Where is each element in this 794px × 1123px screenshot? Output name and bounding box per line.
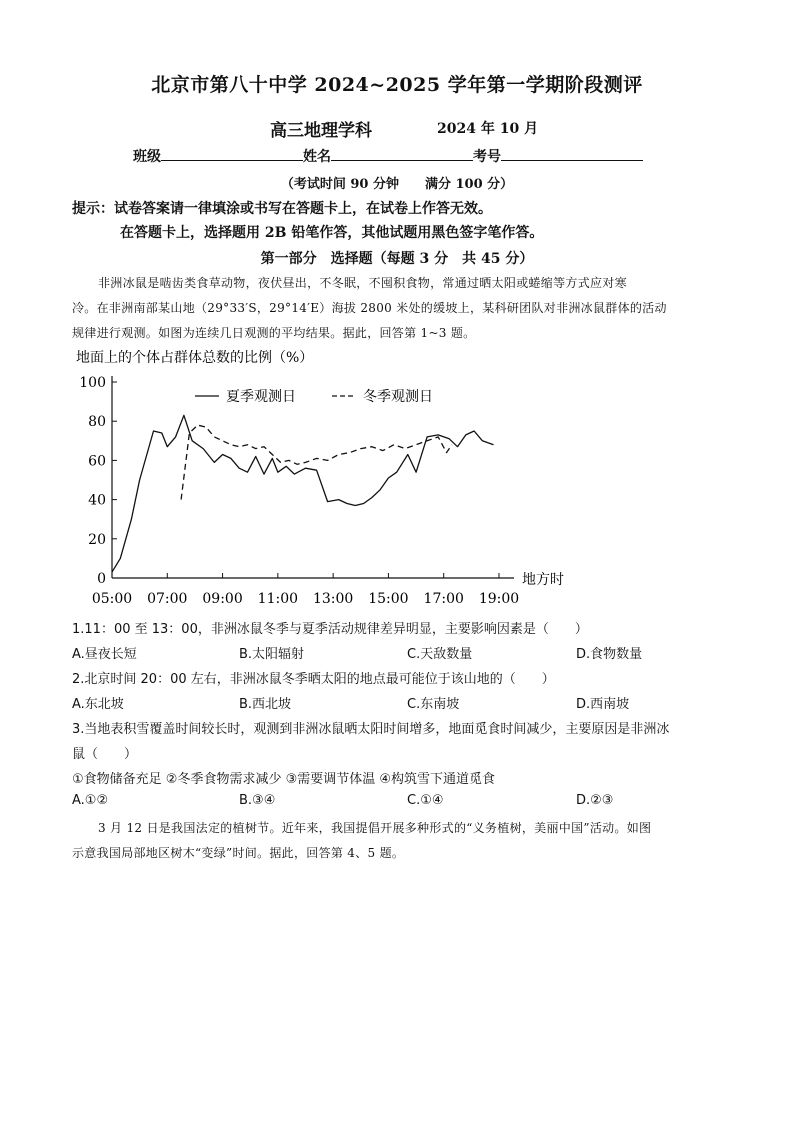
exam-title: 北京市第八十中学 2024~2025 学年第一学期阶段测评 [151, 74, 643, 96]
chart-series [112, 415, 494, 572]
exam-time: （考试时间 90 分钟 满分 100 分） [280, 177, 514, 192]
question-3-option-b: B.③④ [239, 793, 276, 808]
passage1-line-3: 规律进行观测。如图为连续几日观测的平均结果。据此，回答第 1~3 题。 [72, 326, 476, 340]
legend-label-1: 夏季观测日 [226, 389, 296, 405]
x-tick-label: 07:00 [147, 591, 188, 607]
chart-axes [79, 375, 564, 607]
passage1-line-2: 冷。在非洲南部某山地（29°33′S，29°14′E）海拔 2800 米处的缓坡上，某科研团队对非洲冰鼠群体的活动 [72, 301, 667, 315]
id-blank [501, 146, 643, 161]
y-tick-label: 60 [88, 453, 106, 470]
x-tick-label: 09:00 [202, 591, 243, 607]
y-tick-label: 40 [88, 492, 106, 509]
notice-line-2: 在答题卡上，选择题用 2B 铅笔作答，其他试题用黑色签字笔作答。 [120, 225, 544, 241]
y-tick-label: 20 [88, 531, 106, 548]
y-tick-label: 80 [88, 414, 106, 431]
exam-date: 2024 年 10 月 [437, 121, 539, 137]
y-tick-label: 0 [97, 571, 106, 587]
question-1-option-d: D.食物数量 [576, 647, 643, 662]
question-2-stem: 2.北京时间 20：00 左右，非洲冰鼠冬季晒太阳的地点最可能位于该山地的（ ） [72, 672, 555, 687]
x-tick-label: 05:00 [91, 591, 133, 607]
question-3-stem: 3.当地表积雪覆盖时间较长时，观测到非洲冰鼠晒太阳时间增多，地面觅食时间减少，主要原因是非洲冰 [72, 722, 670, 737]
name-label: 姓名 [303, 149, 331, 165]
id-label: 考号 [473, 149, 501, 165]
question-3-stem-cont: 鼠（ ） [72, 747, 138, 762]
question-1-option-c: C.天敌数量 [407, 647, 473, 662]
section-title: 第一部分 选择题（每题 3 分 共 45 分） [260, 251, 534, 267]
question-3-option-d: D.②③ [576, 793, 614, 808]
question-1-option-b: B.太阳辐射 [239, 647, 305, 662]
series-line-1 [112, 415, 494, 572]
y-tick-label: 100 [79, 375, 106, 391]
question-1-stem: 1.11：00 至 13：00，非洲冰鼠冬季与夏季活动规律差异明显，主要影响因素是（ ） [72, 622, 588, 637]
class-blank [161, 146, 303, 161]
question-3-option-a: A.①② [72, 793, 109, 808]
chart-title: 地面上的个体占群体总数的比例（%） [76, 350, 314, 366]
x-tick-label: 19:00 [478, 591, 520, 607]
question-2-option-b: B.西北坡 [239, 697, 292, 712]
passage2-line-2: 示意我国局部地区树木“变绿”时间。据此，回答第 4、5 题。 [72, 846, 405, 860]
student-info-row [133, 146, 643, 166]
x-tick-label: 15:00 [368, 591, 409, 607]
class-label: 班级 [133, 149, 161, 165]
x-tick-label: 11:00 [257, 591, 299, 607]
name-blank [331, 146, 473, 161]
x-tick-label: 13:00 [312, 591, 354, 607]
passage2-line-1: 3 月 12 日是我国法定的植树节。近年来，我国提倡开展多种形式的“义务植树，美丽中国”活动。如图 [98, 821, 652, 835]
question-2-option-a: A.东北坡 [72, 697, 124, 712]
question-3-option-c: C.①④ [407, 793, 444, 808]
question-1-option-a: A.昼夜长短 [72, 647, 137, 662]
question-2-option-d: D.西南坡 [576, 697, 630, 712]
question-2-option-c: C.东南坡 [407, 697, 460, 712]
x-axis-label: 地方时 [522, 572, 564, 588]
chart-legend [195, 389, 433, 405]
notice-line-1: 提示：试卷答案请一律填涂或书写在答题卡上，在试卷上作答无效。 [72, 201, 492, 217]
passage1-line-1: 非洲冰鼠是啮齿类食草动物，夜伏昼出，不冬眠，不囤积食物，常通过晒太阳或蜷缩等方式应对寒 [98, 276, 627, 290]
activity-chart [62, 342, 592, 614]
legend-label-2: 冬季观测日 [363, 389, 433, 405]
x-tick-label: 17:00 [423, 591, 464, 607]
subject-title: 高三地理学科 [270, 121, 372, 141]
question-3-choices: ①食物储备充足 ②冬季食物需求减少 ③需要调节体温 ④构筑雪下通道觅食 [72, 772, 496, 787]
